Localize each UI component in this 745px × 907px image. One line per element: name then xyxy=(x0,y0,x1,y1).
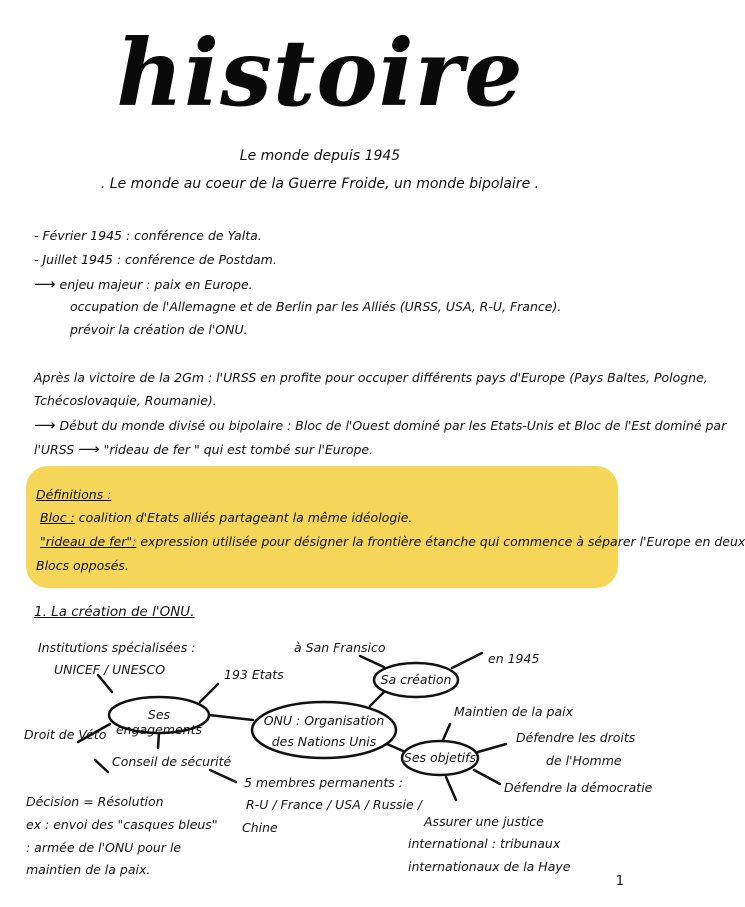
link-center-creation xyxy=(370,692,384,706)
para-urss-text: l'URSS xyxy=(34,442,75,457)
definition-rideau-cont: Blocs opposés. xyxy=(36,558,129,573)
decision-label-4: maintien de la paix. xyxy=(26,862,151,877)
justice-label-1: Assurer une justice xyxy=(424,814,544,829)
membres-label-2: R-U / France / USA / Russie / xyxy=(246,797,422,812)
page-number: 1 xyxy=(615,874,624,889)
intro-enjeu-text: enjeu majeur : paix en Europe. xyxy=(59,277,253,292)
justice-label-2: international : tribunaux xyxy=(408,836,561,851)
definition-term: "rideau de fer": xyxy=(40,534,137,549)
veto-label: Droit de Véto xyxy=(24,727,107,742)
membres-label-1: 5 membres permanents : xyxy=(244,775,403,790)
link-justice xyxy=(446,777,456,800)
center-label-1: ONU : Organisation xyxy=(263,713,385,728)
justice-label-3: internationaux de la Haye xyxy=(408,859,571,874)
paix-label: Maintien de la paix xyxy=(454,704,573,719)
link-sanfran xyxy=(360,656,384,667)
page-title: histoire xyxy=(116,19,524,127)
decision-label-1: Décision = Résolution xyxy=(26,794,164,809)
sanfran-label: à San Fransico xyxy=(294,640,386,655)
definitions-heading: Définitions : xyxy=(36,487,112,502)
conseil-label: Conseil de sécurité xyxy=(112,754,232,769)
link-1945 xyxy=(452,653,482,668)
link-center-engagements xyxy=(209,715,253,720)
para-bipolaire-text: Début du monde divisé ou bipolaire : Bloc de l'Ouest dominé par les Etats-Unis et Bloc de l'Est dominé par xyxy=(59,418,727,433)
para-line-4 xyxy=(34,440,373,458)
arrow-icon: ⟶ xyxy=(34,416,56,434)
intro-line-yalta: - Février 1945 : conférence de Yalta. xyxy=(34,228,262,243)
etats-label: 193 Etats xyxy=(224,667,284,682)
inst-label-1: Institutions spécialisées : xyxy=(38,640,196,655)
link-membres xyxy=(210,770,236,782)
intro-line-occupation: occupation de l'Allemagne et de Berlin par les Alliés (URSS, USA, R-U, France). xyxy=(70,299,562,314)
decision-label-2: ex : envoi des "casques bleus" xyxy=(26,817,218,832)
inst-label-2: UNICEF / UNESCO xyxy=(54,662,166,677)
para-rideau-text: "rideau de fer " qui est tombé sur l'Europe. xyxy=(103,442,374,457)
droits-label-2: de l'Homme xyxy=(546,753,622,768)
engagements-node: Ses engagements xyxy=(115,707,203,737)
center-node xyxy=(252,710,396,752)
definition-rideau xyxy=(40,534,745,549)
democratie-label: Défendre la démocratie xyxy=(504,780,653,795)
membres-label-3: Chine xyxy=(242,820,278,835)
subtitle-date: Le monde depuis 1945 xyxy=(239,148,401,164)
link-democratie xyxy=(474,770,500,784)
para-line-3 xyxy=(34,416,726,434)
link-etats xyxy=(200,684,218,702)
arrow-icon: ⟶ xyxy=(78,440,100,458)
subtitle-theme: . Le monde au coeur de la Guerre Froide, un monde bipolaire . xyxy=(100,176,540,192)
definition-bloc xyxy=(40,510,412,525)
droits-label-1: Défendre les droits xyxy=(516,730,636,745)
para-line-1: Après la victoire de la 2Gm : l'URSS en profite pour occuper différents pays d'Europe (Pays Baltes, Pologne, xyxy=(34,370,708,385)
objectifs-node: Ses objetifs xyxy=(403,750,477,765)
intro-line-onu: prévoir la création de l'ONU. xyxy=(70,322,248,337)
intro-line-postdam: - Juillet 1945 : conférence de Postdam. xyxy=(34,252,277,267)
date-1945-label: en 1945 xyxy=(488,651,540,666)
decision-label-3: : armée de l'ONU pour le xyxy=(26,840,182,855)
section-heading: 1. La création de l'ONU. xyxy=(34,604,195,620)
para-line-2: Tchécoslovaquie, Roumanie). xyxy=(34,393,217,408)
definition-text: expression utilisée pour désigner la frontière étanche qui commence à séparer l'Europe en deux xyxy=(140,534,745,549)
link-inst xyxy=(98,675,112,692)
intro-line-enjeu xyxy=(34,275,253,293)
link-droits xyxy=(478,744,506,752)
arrow-icon: ⟶ xyxy=(34,275,56,293)
creation-node: Sa création xyxy=(380,672,452,687)
definition-text: coalition d'Etats alliés partageant la même idéologie. xyxy=(78,510,413,525)
link-paix xyxy=(443,724,450,740)
center-label-2: des Nations Unis xyxy=(271,734,377,749)
link-decision xyxy=(95,760,108,772)
definition-term: Bloc : xyxy=(40,510,75,525)
